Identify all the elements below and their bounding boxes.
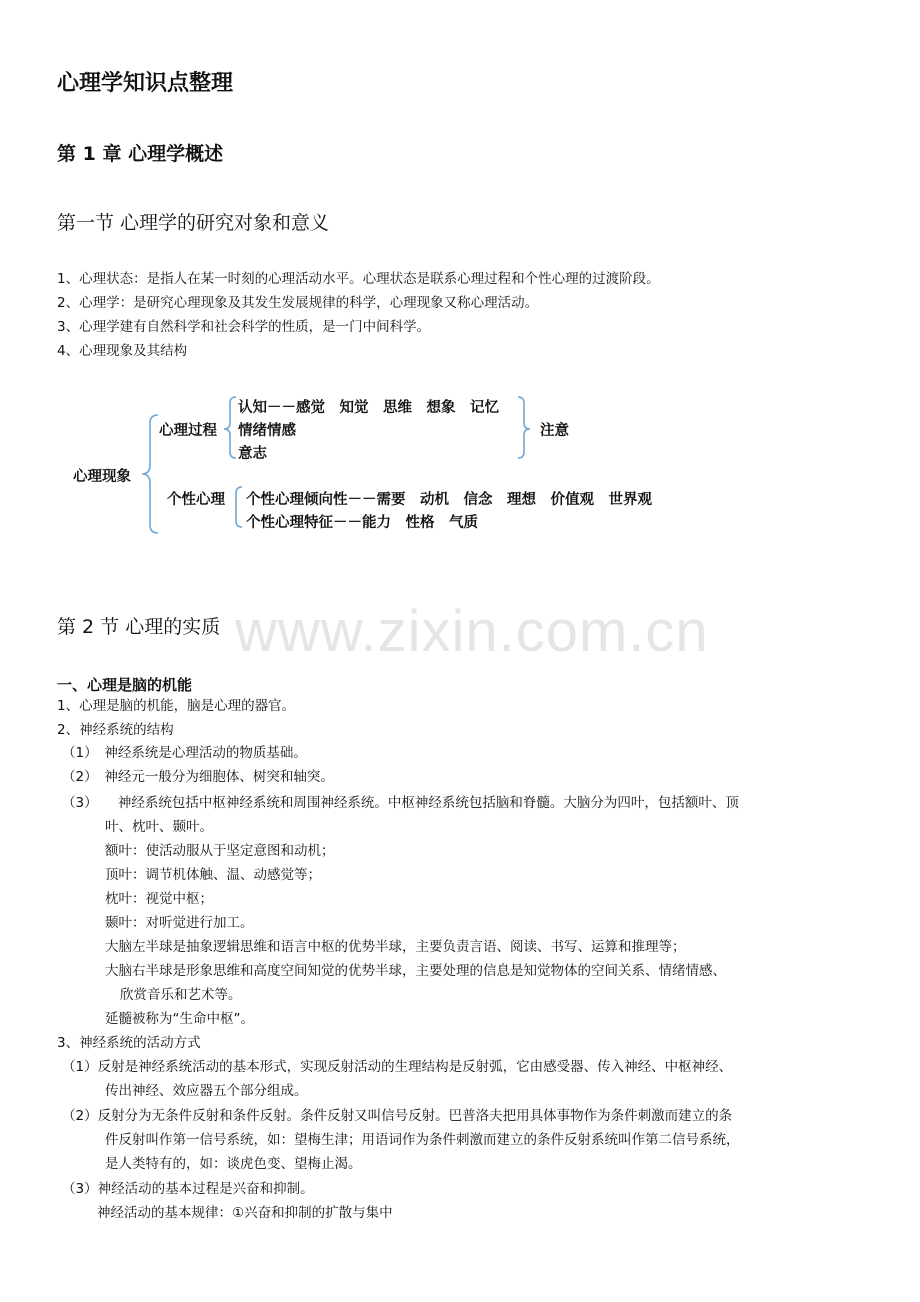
section-title: 第 2 节 心理的实质: [57, 616, 221, 638]
diagram-personality-label: 个性心理: [167, 492, 225, 508]
text-line: （1）反射是神经系统活动的基本形式，实现反射活动的生理结构是反射弧，它由感受器、传入神经、中枢神经、: [62, 1059, 733, 1075]
text-line: 延髓被称为“生命中枢”。: [105, 1011, 254, 1027]
diagram-emotion: 情绪情感: [238, 423, 296, 439]
diagram-root: 心理现象: [73, 469, 131, 485]
list-item: 3、心理学建有自然科学和社会科学的性质，是一门中间科学。: [57, 319, 431, 335]
text-line: 顶叶：调节机体触、温、动感觉等；: [105, 867, 321, 883]
list-item: 2、心理学：是研究心理现象及其发生发展规律的科学，心理现象又称心理活动。: [57, 295, 539, 311]
subsection-title: 一、心理是脑的机能: [57, 676, 193, 694]
diagram-cognition: 认知－－感觉 知觉 思维 想象 记忆: [238, 400, 499, 416]
text-line: 2、神经系统的结构: [57, 722, 174, 738]
text-line: （3） 神经系统包括中枢神经系统和周围神经系统。中枢神经系统包括脑和脊髓。大脑分为四叶，包括额叶、顶: [62, 795, 739, 811]
text-line: 件反射叫作第一信号系统，如：望梅生津；用语词作为条件刺激而建立的条件反射系统叫作第二信号系统，: [105, 1132, 740, 1148]
text-line: 额叶：使活动服从于坚定意图和动机；: [105, 843, 335, 859]
text-line: （2）反射分为无条件反射和条件反射。条件反射又叫信号反射。巴普洛夫把用具体事物作为条件刺激而建立的条: [62, 1108, 733, 1124]
text-line: 1、心理是脑的机能，脑是心理的器官。: [57, 698, 296, 714]
text-line: 欣赏音乐和艺术等。: [120, 987, 242, 1003]
text-line: 神经活动的基本规律：①兴奋和抑制的扩散与集中: [97, 1205, 393, 1221]
diagram-process-label: 心理过程: [159, 423, 217, 439]
list-item: 1、心理状态：是指人在某一时刻的心理活动水平。心理状态是联系心理过程和个性心理的过渡阶段。: [57, 271, 660, 287]
diagram-attention: 注意: [540, 423, 569, 439]
list-item: 4、心理现象及其结构: [57, 343, 188, 359]
chapter-title: 第 1 章 心理学概述: [57, 143, 224, 165]
diagram-will: 意志: [238, 446, 267, 462]
text-line: （1） 神经系统是心理活动的物质基础。: [62, 745, 307, 761]
diagram-traits: 个性心理特征－－能力 性格 气质: [246, 515, 478, 531]
text-line: 3、神经系统的活动方式: [57, 1035, 201, 1051]
text-line: 叶、枕叶、颞叶。: [105, 819, 213, 835]
diagram-brackets: [0, 0, 920, 600]
text-line: （2） 神经元一般分为细胞体、树突和轴突。: [62, 769, 334, 785]
watermark: www.zixin.com.cn: [235, 599, 709, 664]
text-line: （3）神经活动的基本过程是兴奋和抑制。: [62, 1181, 314, 1197]
text-line: 颞叶：对听觉进行加工。: [105, 915, 254, 931]
diagram-tendency: 个性心理倾向性－－需要 动机 信念 理想 价值观 世界观: [246, 492, 652, 508]
document-title: 心理学知识点整理: [57, 71, 234, 96]
text-line: 传出神经、效应器五个部分组成。: [105, 1083, 308, 1099]
text-line: 大脑右半球是形象思维和高度空间知觉的优势半球，主要处理的信息是知觉物体的空间关系、情绪情感、: [105, 963, 726, 979]
text-line: 大脑左半球是抽象逻辑思维和语言中枢的优势半球，主要负责言语、阅读、书写、运算和推理等；: [105, 939, 686, 955]
text-line: 枕叶：视觉中枢；: [105, 891, 213, 907]
section-title: 第一节 心理学的研究对象和意义: [57, 212, 330, 234]
text-line: 是人类特有的，如：谈虎色变、望梅止渴。: [105, 1156, 362, 1172]
